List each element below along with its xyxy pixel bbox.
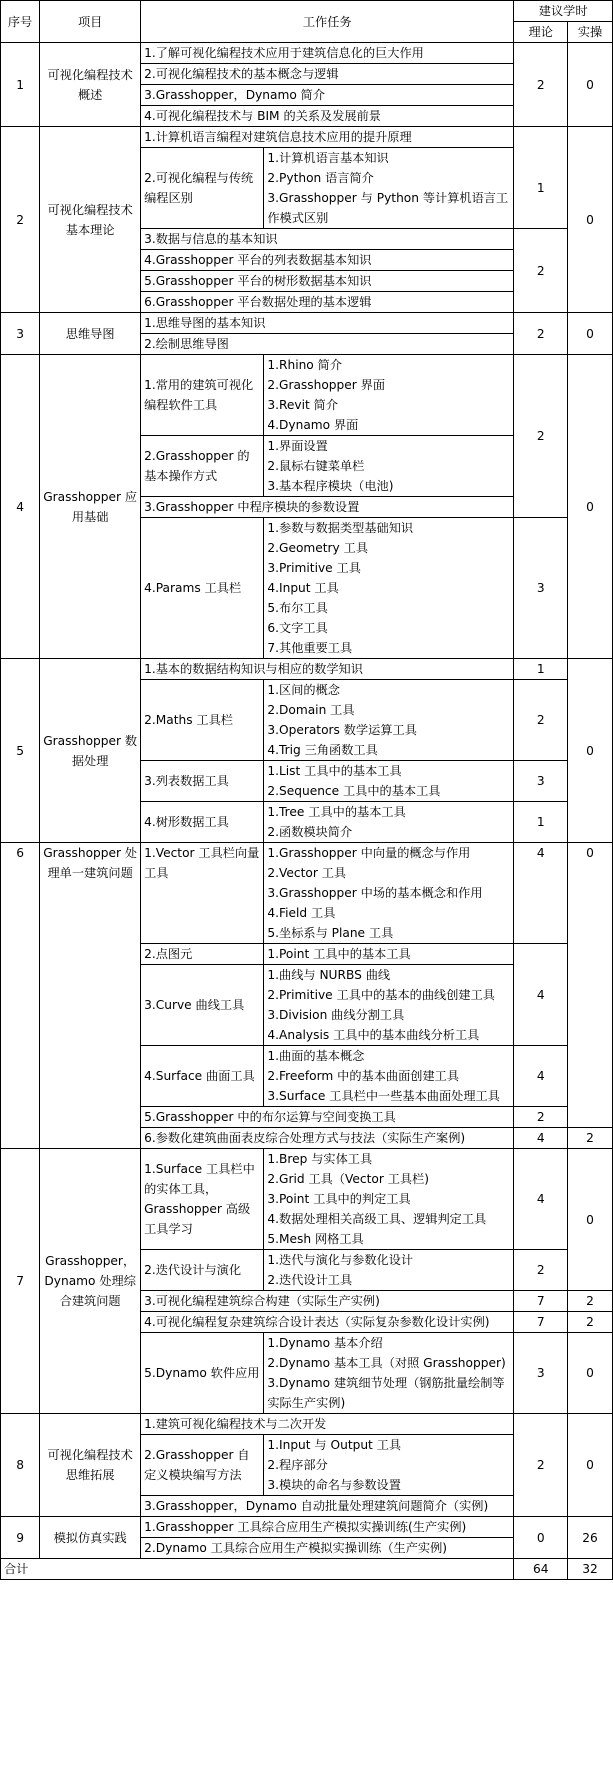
header-seq: 序号	[1, 1, 40, 43]
task-detail-line: 2.Geometry 工具	[267, 541, 369, 555]
task-detail-line: 2.鼠标右键菜单栏	[267, 459, 365, 473]
r2-task: 4.Grasshopper 平台的列表数据基本知识	[141, 250, 514, 271]
task-detail-line: 1.Input 与 Output 工具	[267, 1438, 402, 1452]
task-detail-line: 2.函数模块简介	[267, 825, 353, 839]
r7-theory: 4	[514, 1149, 568, 1250]
task-detail-line: 3.Dynamo 建筑细节处理（钢筋批量绘制等实际生产实例)	[267, 1376, 505, 1410]
task-detail-line: 1.区间的概念	[267, 683, 340, 697]
r1-practice: 0	[568, 43, 613, 127]
r7-practice: 2	[568, 1312, 613, 1333]
task-detail-line: 4.Dynamo 界面	[267, 418, 359, 432]
r7-seq: 7	[1, 1149, 40, 1414]
task-detail-line: 4.Field 工具	[267, 906, 336, 920]
r5-practice: 0	[568, 659, 613, 843]
r6-item: Grasshopper 处理单一建筑问题	[40, 843, 141, 1149]
task-detail-line: 3.Primitive 工具	[267, 561, 361, 575]
task-detail-line: 1.计算机语言基本知识	[267, 151, 389, 165]
r6-task: 6.参数化建筑曲面表皮综合处理方式与技法（实际生产案例)	[141, 1128, 514, 1149]
r3-theory: 2	[514, 313, 568, 355]
r2-theory: 1	[514, 148, 568, 229]
r3-task: 1.思维导图的基本知识	[141, 313, 514, 334]
r6-task: 4.Surface 曲面工具	[141, 1046, 264, 1107]
task-detail-line: 3.Grasshopper 与 Python 等计算机语言工作模式区别	[267, 191, 509, 225]
r8-theory: 2	[514, 1414, 568, 1517]
task-detail-line: 3.Point 工具中的判定工具	[267, 1192, 411, 1206]
r5-seq: 5	[1, 659, 40, 843]
r5-task-detail	[264, 802, 514, 843]
r6-seq: 6	[1, 843, 40, 1149]
r6-theory: 4	[514, 1128, 568, 1149]
task-detail-line: 5.布尔工具	[267, 601, 328, 615]
task-detail-line: 3.模块的命名与参数设置	[267, 1478, 401, 1492]
r7-task: 1.Surface 工具栏中的实体工具，Grasshopper 高级工具学习	[141, 1149, 264, 1250]
task-detail-line: 6.文字工具	[267, 621, 328, 635]
r9-item: 模拟仿真实践	[40, 1517, 141, 1559]
r2-item: 可视化编程技术基本理论	[40, 127, 141, 313]
r4-task-detail	[264, 518, 514, 659]
r2-theory: 2	[514, 229, 568, 313]
r2-task: 2.可视化编程与传统编程区别	[141, 148, 264, 229]
task-detail-line: 4.数据处理相关高级工具、逻辑判定工具	[267, 1212, 487, 1226]
r7-item: Grasshopper，Dynamo 处理综合建筑问题	[40, 1149, 141, 1414]
header-item: 项目	[40, 1, 141, 43]
task-detail-line: 1.曲线与 NURBS 曲线	[267, 968, 391, 982]
task-detail-line: 5.坐标系与 Plane 工具	[267, 926, 394, 940]
task-detail-line: 3.Grasshopper 中场的基本概念和作用	[267, 886, 483, 900]
task-detail-line: 2.Sequence 工具中的基本工具	[267, 784, 441, 798]
r4-task: 3.Grasshopper 中程序模块的参数设置	[141, 497, 514, 518]
r3-item: 思维导图	[40, 313, 141, 355]
r4-task-detail	[264, 355, 514, 436]
r6-practice: 0	[568, 843, 613, 1128]
task-detail-line: 2.Grasshopper 界面	[267, 378, 386, 392]
r8-task: 3.Grasshopper，Dynamo 自动批量处理建筑问题简介（实例)	[141, 1496, 514, 1517]
task-detail-line: 1.迭代与演化与参数化设计	[267, 1253, 414, 1267]
total-theory: 64	[514, 1559, 568, 1580]
task-detail-line: 3.Revit 简介	[267, 398, 339, 412]
r4-task-detail	[264, 436, 514, 497]
task-detail-line: 2.Dynamo 基本工具（对照 Grasshopper)	[267, 1356, 506, 1370]
task-detail-line: 2.Grid 工具（Vector 工具栏)	[267, 1172, 430, 1186]
task-detail-line: 1.Brep 与实体工具	[267, 1152, 373, 1166]
r2-task: 1.计算机语言编程对建筑信息技术应用的提升原理	[141, 127, 514, 148]
r2-task: 6.Grasshopper 平台数据处理的基本逻辑	[141, 292, 514, 313]
r1-theory: 2	[514, 43, 568, 127]
r5-task: 4.树形数据工具	[141, 802, 264, 843]
task-detail-line: 2.程序部分	[267, 1458, 328, 1472]
task-detail-line: 2.迭代设计工具	[267, 1273, 353, 1287]
r5-theory: 3	[514, 761, 568, 802]
r3-seq: 3	[1, 313, 40, 355]
task-detail-line: 3.基本程序模块（电池)	[267, 479, 394, 493]
r2-task: 3.数据与信息的基本知识	[141, 229, 514, 250]
r6-theory: 4	[514, 1046, 568, 1107]
r6-task-detail	[264, 1046, 514, 1107]
r3-practice: 0	[568, 313, 613, 355]
header-practice: 实操	[568, 22, 613, 43]
r5-theory: 2	[514, 680, 568, 761]
header-theory: 理论	[514, 22, 568, 43]
r9-practice: 26	[568, 1517, 613, 1559]
r1-task: 3.Grasshopper，Dynamo 简介	[141, 85, 514, 106]
r6-theory: 4	[514, 843, 568, 944]
r9-task: 1.Grasshopper 工具综合应用生产模拟实操训练(生产实例)	[141, 1517, 514, 1538]
r6-task-detail	[264, 944, 514, 965]
r7-practice: 2	[568, 1291, 613, 1312]
r6-task: 1.Vector 工具栏向量工具	[141, 843, 264, 944]
r9-task: 2.Dynamo 工具综合应用生产模拟实操训练（生产实例)	[141, 1538, 514, 1559]
task-detail-line: 1.参数与数据类型基础知识	[267, 521, 414, 535]
r5-item: Grasshopper 数据处理	[40, 659, 141, 843]
r7-task-detail	[264, 1250, 514, 1291]
r6-theory: 2	[514, 1107, 568, 1128]
r5-theory: 1	[514, 802, 568, 843]
task-detail-line: 1.曲面的基本概念	[267, 1049, 365, 1063]
total-label: 合计	[1, 1559, 514, 1580]
task-detail-line: 2.Freeform 中的基本曲面创建工具	[267, 1069, 460, 1083]
r7-task-detail	[264, 1149, 514, 1250]
r6-task-detail	[264, 843, 514, 944]
r1-task: 1.了解可视化编程技术应用于建筑信息化的巨大作用	[141, 43, 514, 64]
r7-theory: 2	[514, 1250, 568, 1291]
r5-task: 3.列表数据工具	[141, 761, 264, 802]
header-tasks: 工作任务	[141, 1, 514, 43]
r4-seq: 4	[1, 355, 40, 659]
r7-task-detail	[264, 1333, 514, 1414]
r2-task-detail	[264, 148, 514, 229]
r5-task-detail	[264, 680, 514, 761]
task-detail-line: 1.Point 工具中的基本工具	[267, 947, 411, 961]
r5-theory: 1	[514, 659, 568, 680]
r6-task: 5.Grasshopper 中的布尔运算与空间变换工具	[141, 1107, 514, 1128]
r7-theory: 3	[514, 1333, 568, 1414]
total-practice: 32	[568, 1559, 613, 1580]
r6-task: 3.Curve 曲线工具	[141, 965, 264, 1046]
r6-task-detail	[264, 965, 514, 1046]
r1-task: 4.可视化编程技术与 BIM 的关系及发展前景	[141, 106, 514, 127]
task-detail-line: 1.Tree 工具中的基本工具	[267, 805, 406, 819]
r7-theory: 7	[514, 1291, 568, 1312]
r4-task: 4.Params 工具栏	[141, 518, 264, 659]
r6-task: 2.点图元	[141, 944, 264, 965]
r2-seq: 2	[1, 127, 40, 313]
r1-item: 可视化编程技术概述	[40, 43, 141, 127]
task-detail-line: 5.Mesh 网格工具	[267, 1232, 364, 1246]
task-detail-line: 7.其他重要工具	[267, 641, 353, 655]
r7-practice: 0	[568, 1333, 613, 1414]
r8-task-detail	[264, 1435, 514, 1496]
task-detail-line: 3.Operators 数学运算工具	[267, 723, 417, 737]
r8-item: 可视化编程技术思维拓展	[40, 1414, 141, 1517]
task-detail-line: 3.Division 曲线分割工具	[267, 1008, 405, 1022]
task-detail-line: 3.Surface 工具栏中一些基本曲面处理工具	[267, 1089, 500, 1103]
r4-task: 1.常用的建筑可视化编程软件工具	[141, 355, 264, 436]
r8-task: 1.建筑可视化编程技术与二次开发	[141, 1414, 514, 1435]
r4-practice: 0	[568, 355, 613, 659]
r7-task: 3.可视化编程建筑综合构建（实际生产实例)	[141, 1291, 514, 1312]
r5-task-detail	[264, 761, 514, 802]
r7-theory: 7	[514, 1312, 568, 1333]
task-detail-line: 1.List 工具中的基本工具	[267, 764, 402, 778]
r4-theory: 2	[514, 355, 568, 518]
r1-seq: 1	[1, 43, 40, 127]
task-detail-line: 2.Python 语言简介	[267, 171, 374, 185]
r5-task: 2.Maths 工具栏	[141, 680, 264, 761]
r2-theory-blank	[514, 127, 568, 148]
r4-task: 2.Grasshopper 的基本操作方式	[141, 436, 264, 497]
r8-practice: 0	[568, 1414, 613, 1517]
header-hours: 建议学时	[514, 1, 613, 22]
task-detail-line: 4.Input 工具	[267, 581, 339, 595]
r9-seq: 9	[1, 1517, 40, 1559]
task-detail-line: 4.Analysis 工具中的基本曲线分析工具	[267, 1028, 480, 1042]
task-detail-line: 2.Primitive 工具中的基本的曲线创建工具	[267, 988, 495, 1002]
r3-task: 2.绘制思维导图	[141, 334, 514, 355]
r9-theory: 0	[514, 1517, 568, 1559]
task-detail-line: 2.Domain 工具	[267, 703, 355, 717]
r7-task: 2.迭代设计与演化	[141, 1250, 264, 1291]
r6-theory: 4	[514, 944, 568, 1046]
r4-item: Grasshopper 应用基础	[40, 355, 141, 659]
r4-theory: 3	[514, 518, 568, 659]
task-detail-line: 1.Grasshopper 中向量的概念与作用	[267, 846, 471, 860]
r7-practice: 0	[568, 1149, 613, 1291]
task-detail-line: 2.Vector 工具	[267, 866, 347, 880]
r7-task: 4.可视化编程复杂建筑综合设计表达（实际复杂参数化设计实例)	[141, 1312, 514, 1333]
r1-task: 2.可视化编程技术的基本概念与逻辑	[141, 64, 514, 85]
r2-practice: 0	[568, 127, 613, 313]
r2-task: 5.Grasshopper 平台的树形数据基本知识	[141, 271, 514, 292]
task-detail-line: 1.Dynamo 基本介绍	[267, 1336, 383, 1350]
r5-task: 1.基本的数据结构知识与相应的数学知识	[141, 659, 514, 680]
task-detail-line: 1.Rhino 简介	[267, 358, 343, 372]
r7-task: 5.Dynamo 软件应用	[141, 1333, 264, 1414]
task-detail-line: 1.界面设置	[267, 439, 328, 453]
task-detail-line: 4.Trig 三角函数工具	[267, 743, 378, 757]
r8-seq: 8	[1, 1414, 40, 1517]
r8-task: 2.Grasshopper 自定义模块编写方法	[141, 1435, 264, 1496]
r6-practice: 2	[568, 1128, 613, 1149]
